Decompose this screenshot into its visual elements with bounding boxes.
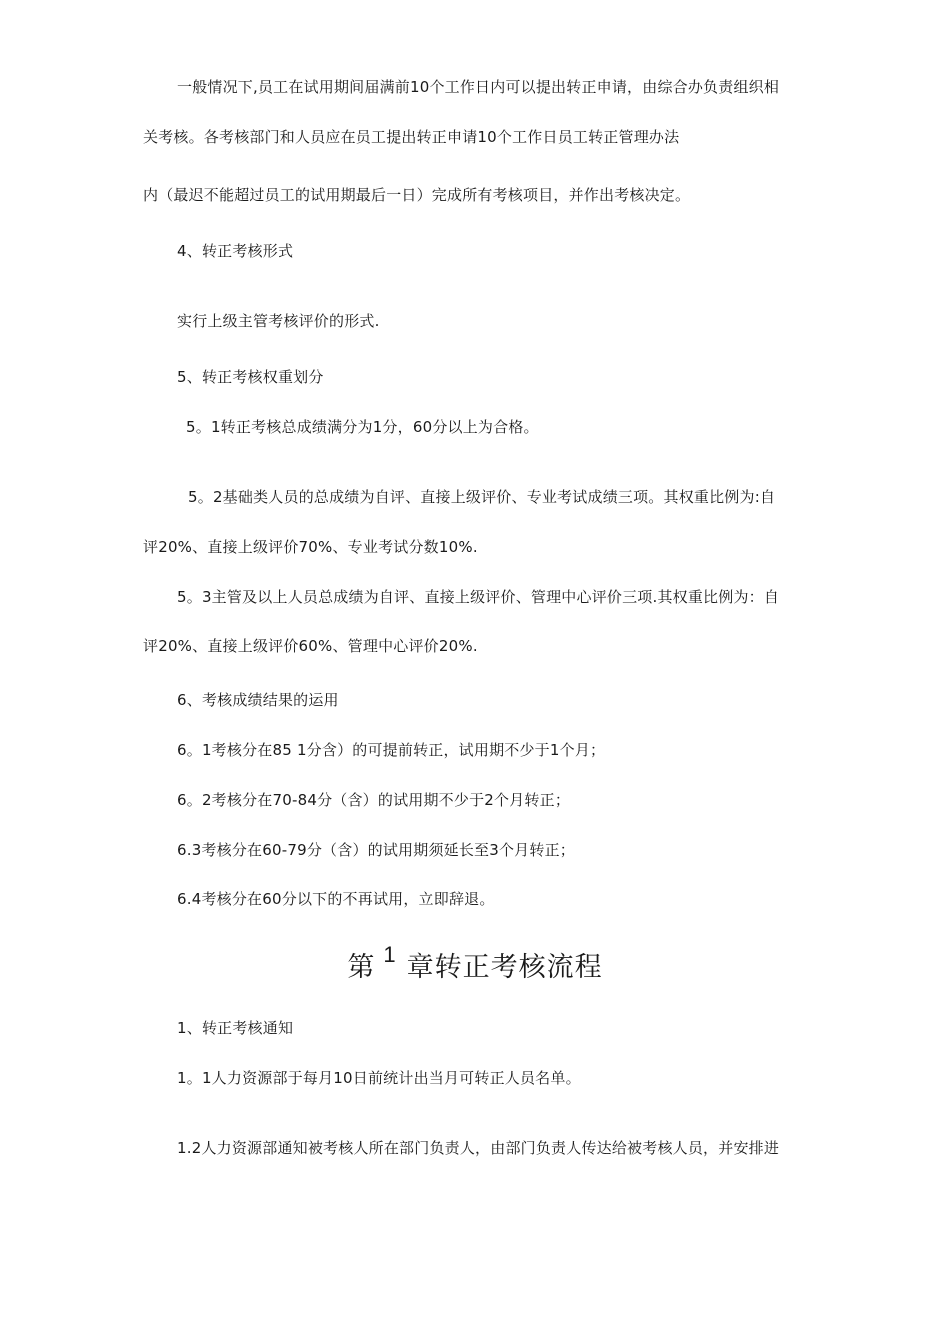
paragraph-line: 6.3考核分在60-79分（含）的试用期须延长至3个月转正； — [177, 841, 575, 859]
paragraph-line: 5。3主管及以上人员总成绩为自评、直接上级评价、管理中心评价三项.其权重比例为：自 — [177, 588, 780, 606]
section-heading: 4、转正考核形式 — [177, 242, 294, 260]
paragraph-line: 评20%、直接上级评价70%、专业考试分数10%. — [143, 538, 478, 556]
paragraph-line: 评20%、直接上级评价60%、管理中心评价20%. — [143, 637, 478, 655]
paragraph-line: 6。1考核分在85 1分含）的可提前转正，试用期不少于1个月； — [177, 741, 606, 759]
paragraph-line: 5。2基础类人员的总成绩为自评、直接上级评价、专业考试成绩三项。其权重比例为:自 — [188, 488, 776, 506]
paragraph-line: 5。1转正考核总成绩满分为1分，60分以上为合格。 — [186, 418, 539, 436]
paragraph-line: 6。2考核分在70-84分（含）的试用期不少于2个月转正； — [177, 791, 571, 809]
paragraph-line: 1.2人力资源部通知被考核人所在部门负责人，由部门负责人传达给被考核人员，并安排进 — [177, 1139, 780, 1157]
paragraph-line: 6.4考核分在60分以下的不再试用，立即辞退。 — [177, 890, 495, 908]
chapter-title — [0, 942, 950, 987]
paragraph-line: 1。1人力资源部于每月10日前统计出当月可转正人员名单。 — [177, 1069, 581, 1087]
chapter-prefix: 第 — [347, 952, 376, 983]
paragraph-line: 一般情况下,员工在试用期间届满前10个工作日内可以提出转正申请，由综合办负责组织相 — [177, 78, 780, 96]
paragraph-line: 实行上级主管考核评价的形式. — [177, 312, 380, 330]
paragraph-line: 内（最迟不能超过员工的试用期最后一日）完成所有考核项目，并作出考核决定。 — [143, 186, 691, 204]
section-heading: 6、考核成绩结果的运用 — [177, 691, 339, 709]
chapter-number: 1 — [383, 942, 397, 967]
section-heading: 1、转正考核通知 — [177, 1019, 294, 1037]
section-heading: 5、转正考核权重划分 — [177, 368, 324, 386]
chapter-suffix: 章转正考核流程 — [406, 952, 603, 983]
paragraph-line: 关考核。各考核部门和人员应在员工提出转正申请10个工作日员工转正管理办法 — [143, 128, 680, 146]
